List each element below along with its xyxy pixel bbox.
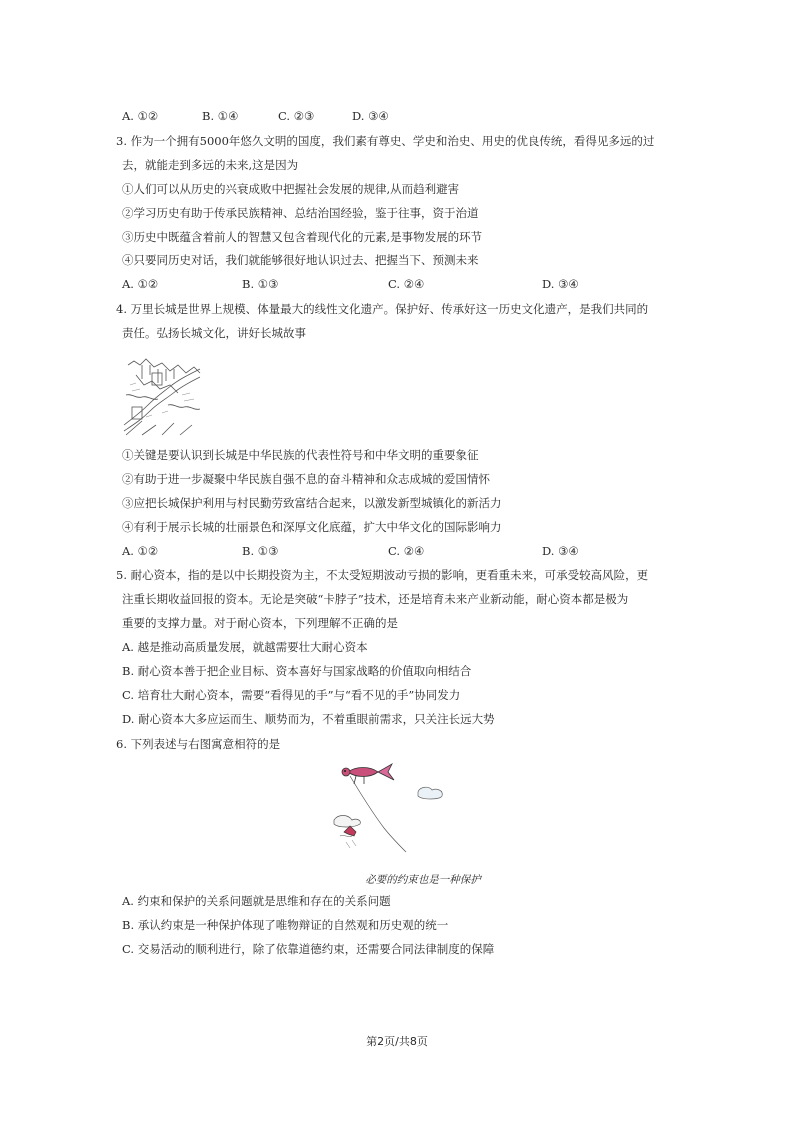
q4-stem-line-1: 4. 万里长城是世界上规模、体量最大的线性文化遗产。保护好、传承好这一历史文化遗产，是我们共同的 <box>116 302 649 316</box>
page-number: 第2页/共8页 <box>366 1035 428 1048</box>
q3-option-c: C. ②④ <box>388 277 425 291</box>
q3-stem-line-1: 3. 作为一个拥有5000年悠久文明的国度，我们素有尊史、学史和治史、用史的优良传统，看得见多远的过 <box>116 134 655 148</box>
q5-option-c: C. 培育壮大耐心资本，需要“看得见的手”与“看不见的手”协同发力 <box>122 688 461 702</box>
q5-option-b: B. 耐心资本善于把企业目标、资本喜好与国家战略的价值取向相结合 <box>122 664 472 678</box>
q5-option-d: D. 耐心资本大多应运而生、顺势而为，不着重眼前需求，只关注长远大势 <box>122 712 495 726</box>
q6-option-c: C. 交易活动的顺利进行，除了依靠道德约束，还需要合同法律制度的保障 <box>122 942 495 956</box>
q4-option-b: B. ①③ <box>242 544 279 558</box>
q4-item-1: ①关键是要认识到长城是中华民族的代表性符号和中华文明的重要象征 <box>122 448 479 462</box>
q2-option-d: D. ③④ <box>352 109 389 123</box>
q4-option-a: A. ①② <box>122 544 159 558</box>
q2-option-c: C. ②③ <box>278 109 315 123</box>
q6-picture-caption: 必要的约束也是一种保护 <box>365 874 481 886</box>
q5-stem-line-2: 注重长期收益回报的资本。无论是突破“卡脖子”技术，还是培育未来产业新动能，耐心资本都是极为 <box>122 592 629 606</box>
q3-item-1: ①人们可以从历史的兴衰成败中把握社会发展的规律,从而趋利避害 <box>122 182 460 196</box>
great-wall-picture <box>122 355 202 437</box>
q3-option-b: B. ①③ <box>242 277 279 291</box>
q3-item-3: ③历史中既蕴含着前人的智慧又包含着现代化的元素,是事物发展的环节 <box>122 230 483 244</box>
q4-option-d: D. ③④ <box>542 544 579 558</box>
q4-item-2: ②有助于进一步凝聚中华民族自强不息的奋斗精神和众志成城的爱国情怀 <box>122 472 490 486</box>
q4-item-4: ④有利于展示长城的壮丽景色和深厚文化底蕴，扩大中华文化的国际影响力 <box>122 520 502 534</box>
q3-item-2: ②学习历史有助于传承民族精神、总结治国经验，鉴于往事，资于治道 <box>122 206 479 220</box>
q5-option-a: A. 越是推动高质量发展，就越需要壮大耐心资本 <box>122 640 368 654</box>
kite-cartoon <box>326 762 456 862</box>
q3-option-a: A. ①② <box>122 277 159 291</box>
q4-item-3: ③应把长城保护利用与村民勤劳致富结合起来，以激发新型城镇化的新活力 <box>122 496 502 510</box>
q2-option-a: A. ①② <box>122 109 159 123</box>
q4-stem-line-2: 责任。弘扬长城文化，讲好长城故事 <box>122 326 306 340</box>
q6-option-a: A. 约束和保护的关系问题就是思维和存在的关系问题 <box>122 894 391 908</box>
q5-stem-line-3: 重要的支撑力量。对于耐心资本，下列理解不正确的是 <box>122 616 398 630</box>
q6-option-b: B. 承认约束是一种保护体现了唯物辩证的自然观和历史观的统一 <box>122 918 449 932</box>
q3-stem-line-2: 去，就能走到多远的未来,这是因为 <box>122 158 299 172</box>
q4-option-c: C. ②④ <box>388 544 425 558</box>
q3-option-d: D. ③④ <box>542 277 579 291</box>
q2-option-b: B. ①④ <box>202 109 239 123</box>
q6-stem: 6. 下列表述与右图寓意相符的是 <box>116 737 281 751</box>
q5-stem-line-1: 5. 耐心资本，指的是以中长期投资为主，不太受短期波动亏损的影响，更看重未来，可承受较高风险，更 <box>116 568 649 582</box>
q3-item-4: ④只要同历史对话，我们就能够很好地认识过去、把握当下、预测未来 <box>122 253 479 267</box>
